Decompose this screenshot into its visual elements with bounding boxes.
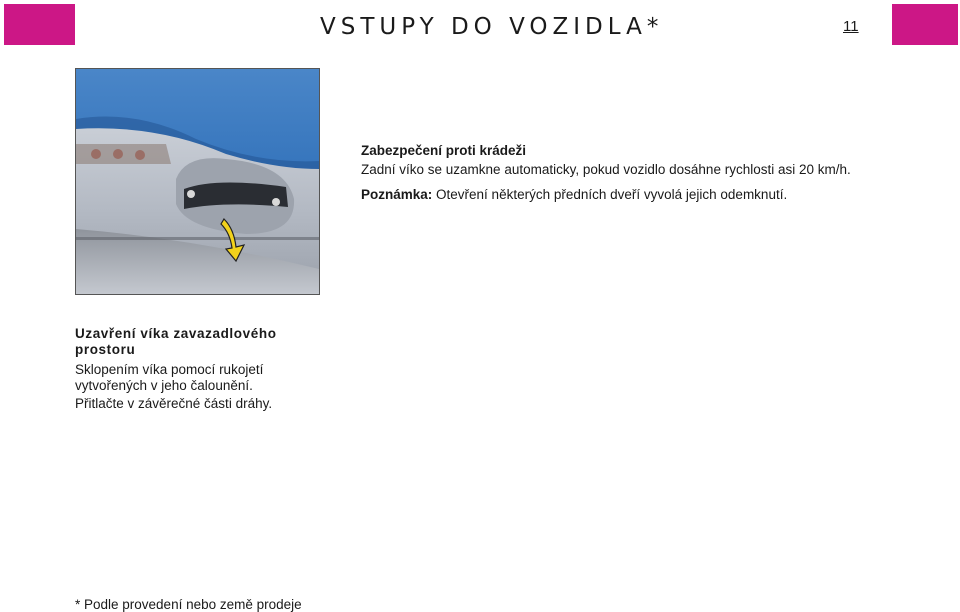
note-label: Poznámka: [361, 187, 433, 202]
closing-body: Sklopením víka pomocí rukojetí vytvořených v jeho čalounění. [75, 362, 264, 393]
antitheft-heading: Zabezpečení proti krádeži [361, 143, 527, 158]
chapter-tab-left [4, 4, 75, 45]
car-boot-handle-photo [75, 68, 320, 295]
closing-section [75, 326, 337, 412]
antitheft-note [361, 185, 921, 204]
page-number: 11 [843, 18, 859, 35]
antitheft-body: Zadní víko se uzamkne automaticky, pokud vozidlo dosáhne rychlosti asi 20 km/h. [361, 162, 851, 177]
antitheft-section [361, 141, 921, 204]
note-text: Otevření některých předních dveří vyvolá jejich odemknutí. [432, 187, 788, 202]
footnote: * Podle provedení nebo země prodeje [75, 597, 302, 612]
closing-heading: Uzavření víka zavazadlového prostoru [75, 326, 277, 357]
chapter-tab-right [892, 4, 958, 45]
closing-step: Přitlačte v závěrečné části dráhy. [75, 396, 273, 411]
chapter-title: VSTUPY DO VOZIDLA* [320, 14, 664, 40]
